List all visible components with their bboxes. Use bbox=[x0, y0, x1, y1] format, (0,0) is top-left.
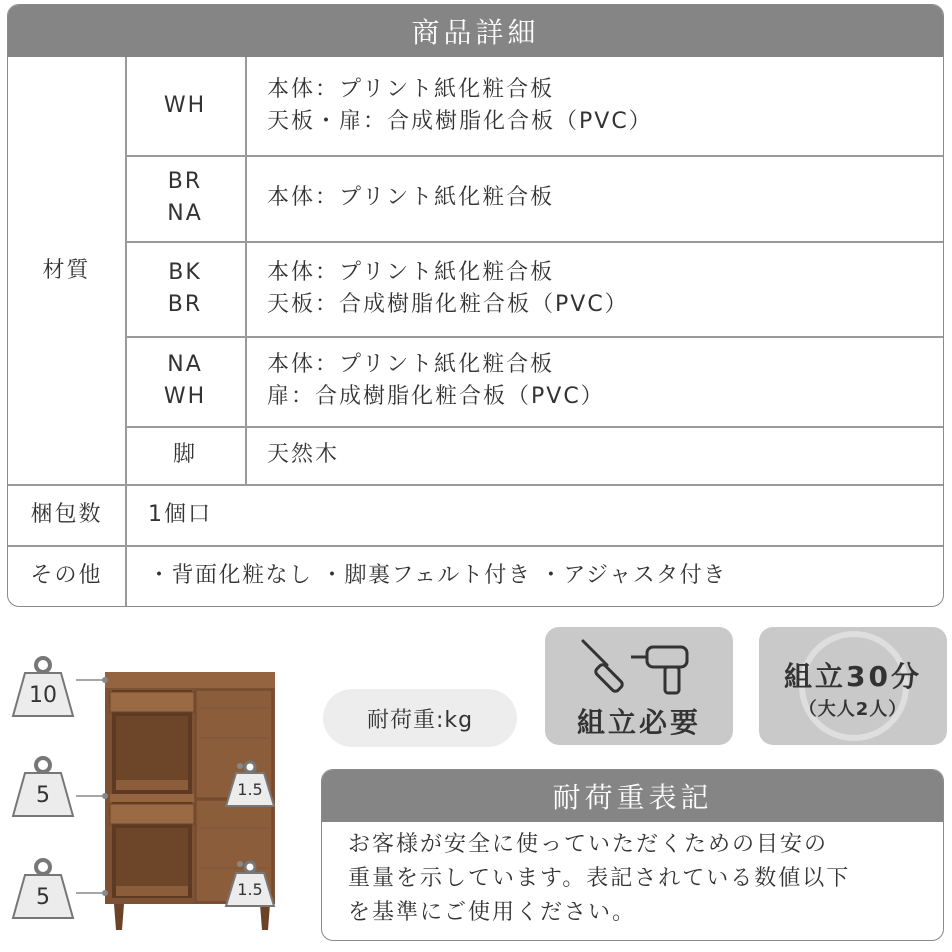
notice-line: お客様が安全に使っていただくための目安の bbox=[348, 832, 829, 857]
material-line: 本体：プリント紙化粧合板 bbox=[267, 259, 555, 285]
color-code-text: NA bbox=[167, 201, 203, 226]
notice-line: 重量を示しています。表記されている数値以下 bbox=[348, 866, 851, 891]
material-line: 本体：プリント紙化粧合板 bbox=[267, 352, 555, 377]
weight-icon bbox=[10, 858, 76, 920]
color-code-text: BK bbox=[168, 259, 202, 285]
weight-value: 1.5 bbox=[237, 780, 263, 799]
weight-value: 1.5 bbox=[237, 880, 263, 899]
assembly-time-text: 組立30分 bbox=[784, 660, 922, 693]
color-code-text: WH bbox=[163, 384, 207, 409]
weight-icon bbox=[10, 756, 76, 818]
assembly-required-badge bbox=[545, 627, 733, 745]
load-notice bbox=[321, 769, 944, 941]
material-line: 扉：合成樹脂化粧合板（PVC） bbox=[267, 384, 605, 409]
assembly-required-text: 組立必要 bbox=[576, 706, 701, 739]
weight-value: 5 bbox=[36, 783, 50, 808]
notice-line: を基準にご使用ください。 bbox=[348, 900, 637, 925]
weight-icon bbox=[224, 760, 276, 808]
other-label: その他 bbox=[30, 562, 103, 588]
material-line: 本体：プリント紙化粧合板 bbox=[267, 77, 555, 102]
weight-icon bbox=[10, 656, 76, 718]
material-line: 天板：合成樹脂化粧合板（PVC） bbox=[267, 291, 629, 317]
weight-icon bbox=[224, 860, 276, 908]
spec-title: 商品詳細 bbox=[8, 5, 943, 57]
package-value: 1個口 bbox=[148, 501, 212, 527]
package-label: 梱包数 bbox=[30, 501, 103, 527]
assembly-time-badge bbox=[759, 627, 947, 745]
notice-title: 耐荷重表記 bbox=[322, 770, 943, 822]
weight-value: 10 bbox=[29, 683, 57, 708]
material-line: 本体：プリント紙化粧合板 bbox=[267, 185, 555, 210]
color-code-text: BR bbox=[167, 291, 203, 317]
color-code-text: BR bbox=[167, 169, 203, 194]
color-code-text: NA bbox=[167, 352, 203, 377]
material-label: 材質 bbox=[42, 257, 91, 283]
material-line: 天然木 bbox=[267, 442, 340, 467]
weight-value: 5 bbox=[36, 885, 50, 910]
material-line: 天板・扉：合成樹脂化合板（PVC） bbox=[267, 109, 653, 134]
other-value: ・背面化粧なし ・脚裏フェルト付き ・アジャスタ付き bbox=[148, 562, 727, 588]
assembly-time-sub: （大人2人） bbox=[798, 699, 908, 720]
load-unit-pill: 耐荷重:kg bbox=[323, 689, 517, 747]
notice-body bbox=[322, 822, 943, 930]
color-code-text: WH bbox=[163, 93, 207, 118]
tools-icon bbox=[573, 635, 703, 699]
legs-label-text: 脚 bbox=[172, 442, 197, 467]
